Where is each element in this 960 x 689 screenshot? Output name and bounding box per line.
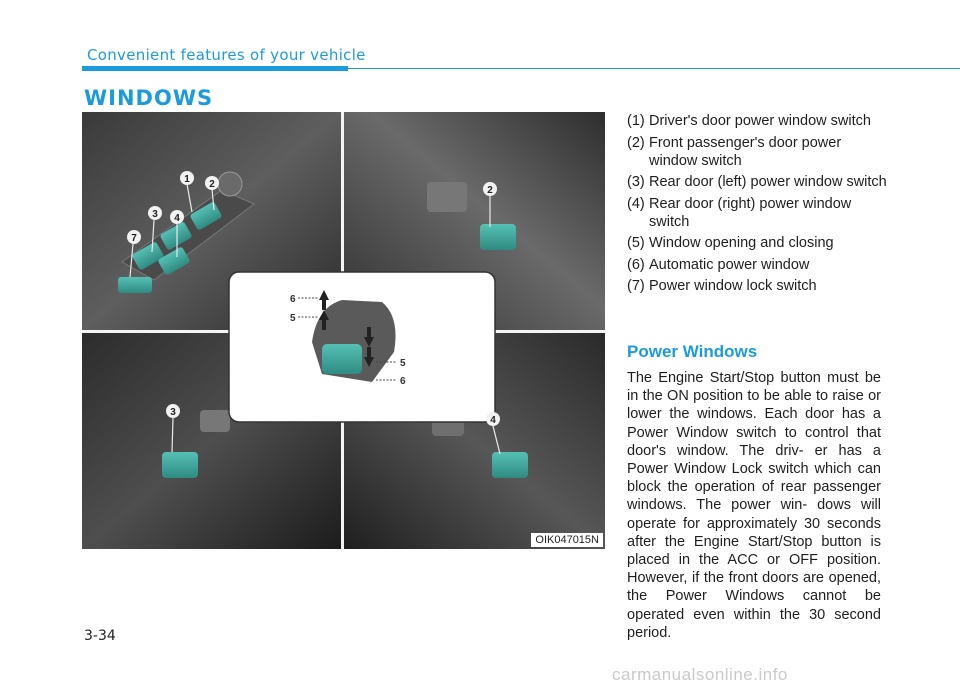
callout-2-driver: 2 xyxy=(209,179,215,190)
callout-3-rear: 3 xyxy=(170,407,176,418)
legend-num: (2) xyxy=(627,134,645,151)
inset-label-5-up: 5 xyxy=(290,313,296,324)
legend-num: (7) xyxy=(627,278,645,294)
window-switch-figure xyxy=(82,112,605,549)
legend-list xyxy=(627,112,887,299)
legend-text: Window opening and closing xyxy=(649,235,834,251)
legend-item xyxy=(627,173,887,191)
operation-inset xyxy=(229,272,495,422)
callout-2-passenger: 2 xyxy=(487,185,493,196)
subsection-body: The Engine Start/Stop button must be in the ON position to be able to raise or lower the windows. Each door has a Power Window switch to control that door's window. The driv- er has a Power Window Lock switch which can block the operation of rear passenger windows. The power win- dows will operate for approximately 30 seconds after the Engine Start/Stop button is placed in the ACC or OFF position. However, if the front doors are opened, the Power Windows cannot be operated even within the 30 second period. xyxy=(627,370,881,641)
figure-code: OIK047015N xyxy=(531,533,603,547)
inset-label-6-up: 6 xyxy=(290,294,296,305)
callout-1: 1 xyxy=(184,174,190,185)
legend-text: Driver's door power window switch xyxy=(649,113,871,129)
section-header xyxy=(82,46,960,72)
legend-item xyxy=(627,134,887,170)
page-heading: WINDOWS xyxy=(84,86,214,110)
legend-item xyxy=(627,195,887,231)
legend-num: (5) xyxy=(627,235,645,251)
legend-num: (3) xyxy=(627,174,645,190)
inset-label-6-down: 6 xyxy=(400,376,406,387)
legend-num: (1) xyxy=(627,113,645,129)
legend-text: Rear door (right) power window switch xyxy=(649,195,852,230)
callout-4-rear: 4 xyxy=(490,415,496,426)
legend-item xyxy=(627,234,887,252)
callout-4-driver: 4 xyxy=(174,213,180,224)
legend-num: (4) xyxy=(627,195,645,212)
callout-3-driver: 3 xyxy=(152,209,158,220)
inset-label-5-down: 5 xyxy=(400,358,406,369)
legend-num: (6) xyxy=(627,256,645,273)
legend-text: Front passenger's door power window switch xyxy=(649,134,842,169)
subsection-title: Power Windows xyxy=(627,342,758,361)
legend-item xyxy=(627,112,887,130)
watermark: carmanualsonline.info xyxy=(612,665,788,684)
header-rule-thin xyxy=(348,68,960,69)
figure-illustration xyxy=(82,112,605,549)
legend-text: Power window lock switch xyxy=(649,278,817,294)
callout-7: 7 xyxy=(131,233,137,244)
header-rule-thick xyxy=(82,66,348,71)
page-number: 3-34 xyxy=(84,628,116,644)
legend-item xyxy=(627,277,887,295)
legend-text: Rear door (left) power window switch xyxy=(649,174,887,190)
legend-item xyxy=(627,256,887,274)
section-title: Convenient features of your vehicle xyxy=(87,46,366,64)
legend-text: Automatic power window xyxy=(649,256,810,273)
